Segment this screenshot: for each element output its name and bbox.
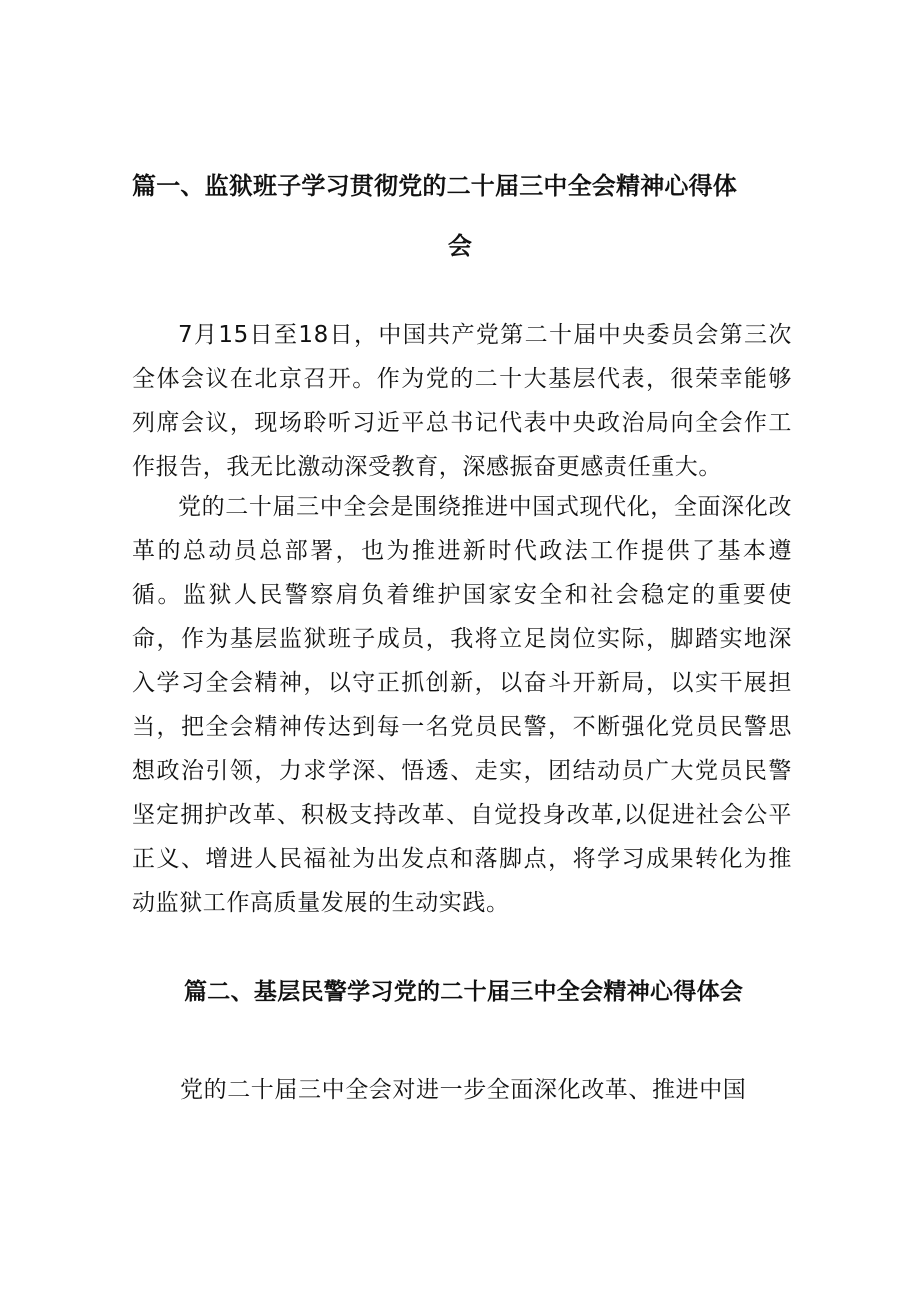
article1-title-line1: 篇一、监狱班子学习贯彻党的二十届三中全会精神心得体: [132, 172, 737, 200]
article1-paragraph1: 7月15日至18日，中国共产党第二十届中央委员会第三次全体会议在北京召开。作为党的二十大基层代表，很荣幸能够列席会议，现场聆听习近平总书记代表中央政治局向全会作工作报告，我无比激动深受教育，深感振奋更感责任重大。: [132, 322, 792, 480]
article2-paragraph1: 党的二十届三中全会对进一步全面深化改革、推进中国: [180, 1077, 747, 1103]
article1-title-line2: 会: [447, 232, 473, 260]
article1-title: [132, 156, 792, 276]
article2-title: 篇二、基层民警学习党的二十届三中全会精神心得体会: [184, 979, 744, 1005]
article1-paragraph2: 党的二十届三中全会是围绕推进中国式现代化，全面深化改革的总动员总部署，也为推进新时代政法工作提供了基本遵循。监狱人民警察肩负着维护国家安全和社会稳定的重要使命，作为基层监狱班子成员，我将立足岗位实际，脚踏实地深入学习全会精神，以守正抓创新，以奋斗开新局，以实干展担当，把全会精神传达到每一名党员民警，不断强化党员民警思想政治引领，力求学深、悟透、走实，团结动员广大党员民警坚定拥护改革、积极支持改革、自觉投身改革,以促进社会公平正义、增进人民福祉为出发点和落脚点，将学习成果转化为推动监狱工作高质量发展的生动实践。: [132, 494, 792, 916]
